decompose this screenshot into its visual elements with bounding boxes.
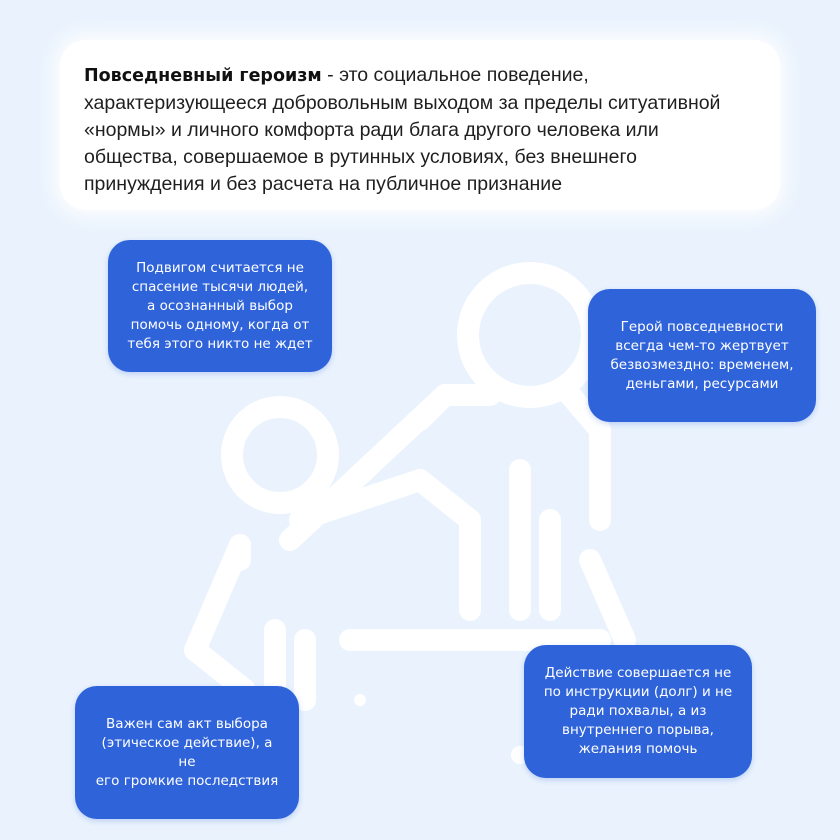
fact-bubble-4-text: Важен сам акт выбора (этическое действие), а не его громкие последствия bbox=[95, 715, 279, 789]
fact-bubble-3-text: Действие совершается не по инструкции (долг) и не ради похвалы, а из внутреннего порыва, желания помочь bbox=[543, 665, 733, 757]
fact-bubble-2 bbox=[588, 289, 816, 422]
fact-bubble-1-text: Подвигом считается не спасение тысячи людей, а осознанный выбор помочь одному, когда от тебя этого никто не ждет bbox=[127, 259, 313, 352]
definition-card bbox=[60, 40, 780, 210]
fact-bubble-4 bbox=[75, 686, 299, 819]
definition-text: - это социальное поведение, характеризующееся добровольным выходом за пределы ситуативной «нормы» и личного комфорта ради блага другого человека или общества, совершаемое в рутинных условиях, без внешнего принуждения и без расчета на публичное признание bbox=[84, 64, 721, 195]
fact-bubble-2-text: Герой повседневности всегда чем-то жертвует безвозмездно: временем, деньгами, ресурсами bbox=[610, 318, 794, 392]
fact-bubble-1 bbox=[108, 240, 332, 372]
definition-term: Повседневный героизм bbox=[84, 66, 322, 86]
fact-bubble-3 bbox=[524, 645, 752, 778]
